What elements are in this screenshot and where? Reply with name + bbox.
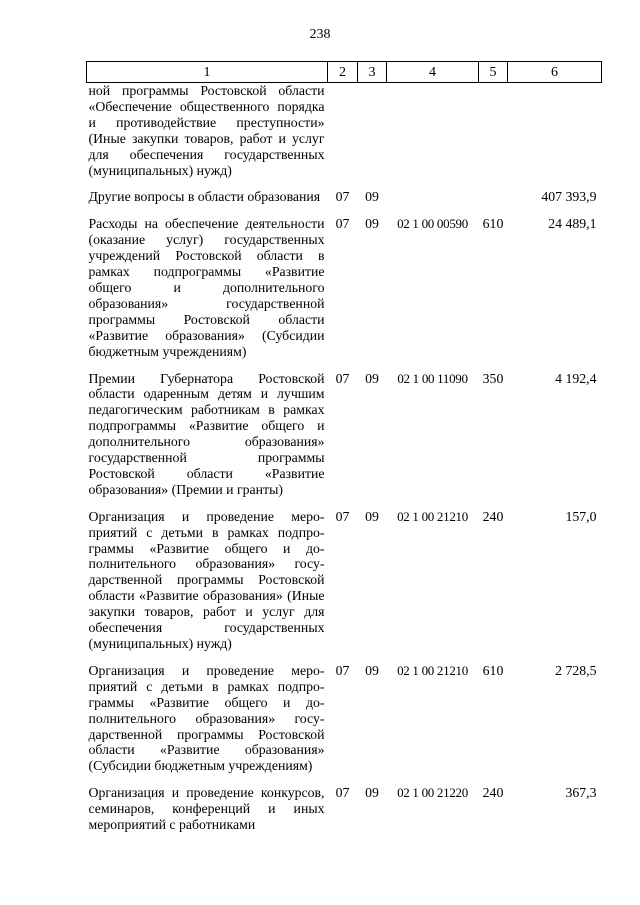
row-subsection: 09 — [365, 785, 379, 801]
budget-table — [86, 61, 602, 833]
row-target-code — [387, 178, 479, 205]
row-subsection: 09 — [365, 370, 379, 386]
column-header-1: 1 — [87, 62, 328, 83]
row-amount: 2 728,5 — [555, 662, 597, 678]
header-row — [87, 62, 602, 83]
row-amount: 157,0 — [565, 508, 597, 524]
row-subsection: 09 — [365, 662, 379, 678]
page-number: 238 — [309, 27, 331, 42]
column-header-2: 2 — [328, 62, 358, 83]
table-row — [87, 83, 602, 179]
row-description: Другие вопросы в области образования — [88, 189, 321, 205]
row-expense-type: 610 — [482, 662, 504, 678]
row-subsection: 09 — [365, 508, 379, 524]
row-description: Организация и проведение мероприятий с детьми в рамках подпрограммы «Развитие общего и дополнительного образования» государственной программы Ростовской области «Развитие образования» (Иные закупки товаров, работ и услуг для обеспечения государственных (муниципальных) нужд) — [88, 508, 325, 651]
row-section: 07 — [335, 785, 350, 801]
row-target-code: 02 1 00 21210 — [397, 508, 468, 524]
row-section: 07 — [335, 189, 350, 205]
row-amount: 4 192,4 — [555, 370, 597, 386]
row-expense-type: 240 — [482, 785, 504, 801]
row-subsection: 09 — [365, 216, 379, 232]
table-row — [87, 498, 602, 652]
row-amount — [508, 83, 602, 179]
row-amount: 367,3 — [565, 785, 597, 801]
table-row — [87, 652, 602, 774]
row-target-code: 02 1 00 11090 — [397, 370, 468, 386]
row-expense-type: 240 — [482, 508, 504, 524]
row-description: Организация и проведение мероприятий с детьми в рамках подпрограммы «Развитие общего и дополнительного образования» государственной программы Ростовской области «Развитие образования» (Субсидии бюджетным учреждениям) — [88, 662, 325, 774]
row-amount: 407 393,9 — [541, 189, 597, 205]
row-expense-type: 610 — [482, 216, 504, 232]
row-target-code — [387, 83, 479, 179]
row-expense-type — [479, 178, 508, 205]
row-subsection: 09 — [365, 189, 379, 205]
column-header-6: 6 — [508, 62, 602, 83]
row-description: Премии Губернатора Ростовской области одаренным детям и лучшим педагогическим работникам в рамках подпрограммы «Развитие общего и дополнительного образования» государственной программы Ростовской области «Развитие образования» (Премии и гранты) — [88, 370, 325, 497]
row-section: 07 — [335, 370, 350, 386]
row-expense-type: 350 — [482, 370, 504, 386]
column-header-5: 5 — [479, 62, 508, 83]
row-target-code: 02 1 00 00590 — [397, 216, 468, 232]
table-row — [87, 178, 602, 205]
row-expense-type — [479, 83, 508, 179]
row-description: Организация и проведение конкурсов, семинаров, конференций и иных мероприятий с работниками — [88, 785, 325, 833]
row-section: 07 — [335, 216, 350, 232]
row-section: 07 — [335, 508, 350, 524]
row-subsection — [358, 83, 387, 179]
table-row — [87, 360, 602, 498]
row-section — [328, 83, 358, 179]
row-description: ной программы Ростовской области «Обеспечение общественного порядка и противодействие преступности» (Иные закупки товаров, работ и услуг для обеспечения государственных (муниципальных) нужд) — [88, 83, 325, 178]
table-row — [87, 774, 602, 833]
row-description: Расходы на обеспечение деятельности (оказание услуг) государственных учреждений Ростовской области в рамках подпрограммы «Развитие общего и дополнительного образования» государственной программы Ростовской области «Развитие образования» (Субсидии бюджетным учреждениям) — [88, 216, 325, 359]
column-header-4: 4 — [387, 62, 479, 83]
table-row — [87, 205, 602, 359]
row-target-code: 02 1 00 21210 — [397, 662, 468, 678]
row-section: 07 — [335, 662, 350, 678]
row-target-code: 02 1 00 21220 — [397, 785, 468, 801]
column-header-3: 3 — [358, 62, 387, 83]
row-amount: 24 489,1 — [548, 216, 597, 232]
